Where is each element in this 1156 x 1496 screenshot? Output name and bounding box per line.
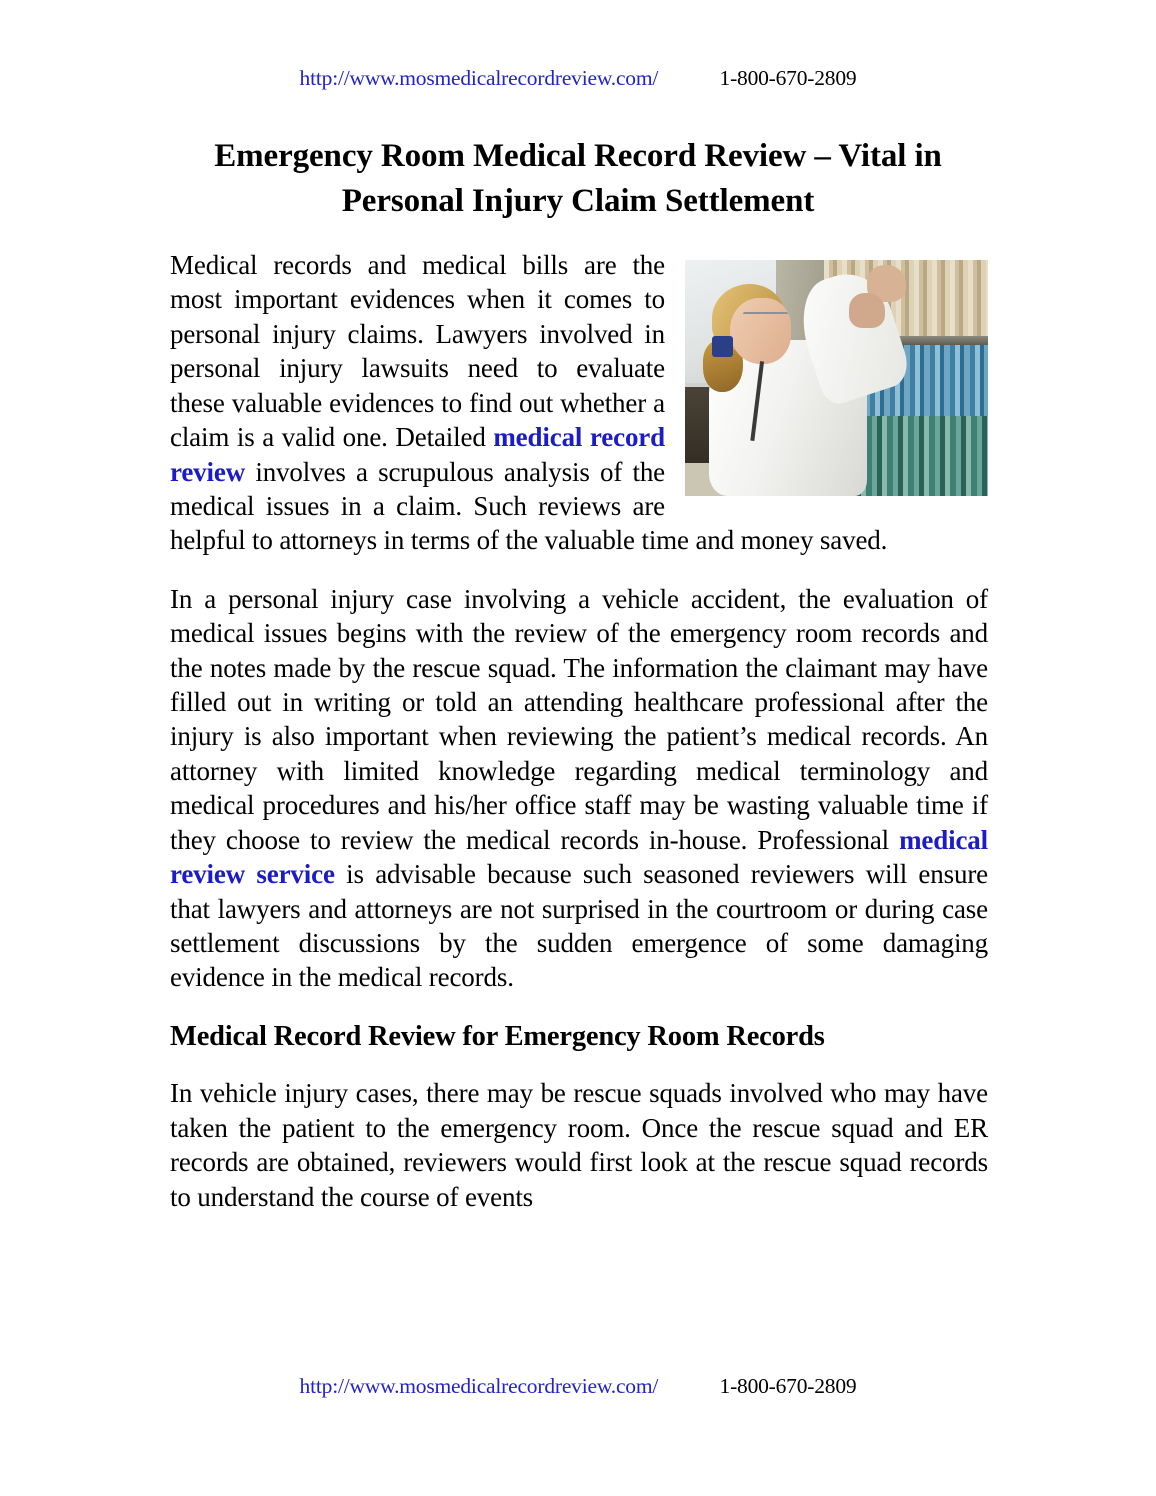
paragraph-intro-text-after-link: involves a scrupulous analysis of the medical issues in a claim. Such reviews are helpful to attorneys in terms of the valuable time and money saved. bbox=[170, 456, 888, 556]
paragraph-intro bbox=[170, 248, 988, 558]
photo-face bbox=[730, 298, 791, 364]
document-title: Emergency Room Medical Record Review – Vital in Personal Injury Claim Settlement bbox=[214, 138, 942, 219]
footer-website-link[interactable]: http://www.mosmedicalrecordreview.com/ bbox=[299, 1374, 659, 1398]
page-header bbox=[170, 66, 986, 92]
document-body bbox=[170, 248, 988, 1214]
medical-records-filing-photo bbox=[685, 260, 988, 496]
photo-lanyard bbox=[750, 361, 812, 447]
paragraph-intro-text-before-link: Medical records and medical bills are the most important evidences when it comes to personal injury claims. Lawyers involved in personal injury lawsuits need to evaluate these valuable evidences to find out whether a claim is a valid one. Detailed bbox=[170, 250, 665, 453]
medical-review-service-link[interactable]: medical review service bbox=[170, 824, 988, 890]
header-phone-number: 1-800-670-2809 bbox=[719, 66, 857, 90]
section-heading-er-records: Medical Record Review for Emergency Room Records bbox=[170, 1020, 825, 1052]
page-footer bbox=[170, 1374, 986, 1400]
footer-phone-number: 1-800-670-2809 bbox=[719, 1374, 857, 1398]
photo-hair-clip bbox=[712, 336, 733, 357]
photo-hand-lower bbox=[849, 293, 885, 328]
paragraph-evaluation bbox=[170, 582, 988, 995]
medical-record-review-link[interactable]: medical record review bbox=[170, 422, 665, 487]
header-website-link[interactable]: http://www.mosmedicalrecordreview.com/ bbox=[299, 66, 659, 90]
photo-eyeglasses bbox=[743, 312, 788, 326]
paragraph-rescue-squad: In vehicle injury cases, there may be rescue squads involved who may have taken the patient to the emergency room. Once the rescue squad and ER records are obtained, reviewers would first look at the rescue squad records to understand the course of events bbox=[170, 1078, 988, 1212]
paragraph-evaluation-text-after-link: is advisable because such seasoned reviewers will ensure that lawyers and attorneys are not surprised in the courtroom or during case settlement discussions by the sudden emergence of some damaging evidence in the medical records. bbox=[170, 859, 989, 993]
footer-inner bbox=[170, 1374, 986, 1400]
paragraph-evaluation-text-before-link: In a personal injury case involving a vehicle accident, the evaluation of medical issues begins with the review of the emergency room records and the notes made by the rescue squad. The information the claimant may have filled out in writing or told an attending healthcare professional after the injury is also important when reviewing the patient’s medical records. An attorney with limited knowledge regarding medical terminology and medical procedures and his/her office staff may be wasting valuable time if they choose to review the medical records in-house. Professional bbox=[170, 583, 988, 855]
header-inner bbox=[170, 66, 986, 92]
